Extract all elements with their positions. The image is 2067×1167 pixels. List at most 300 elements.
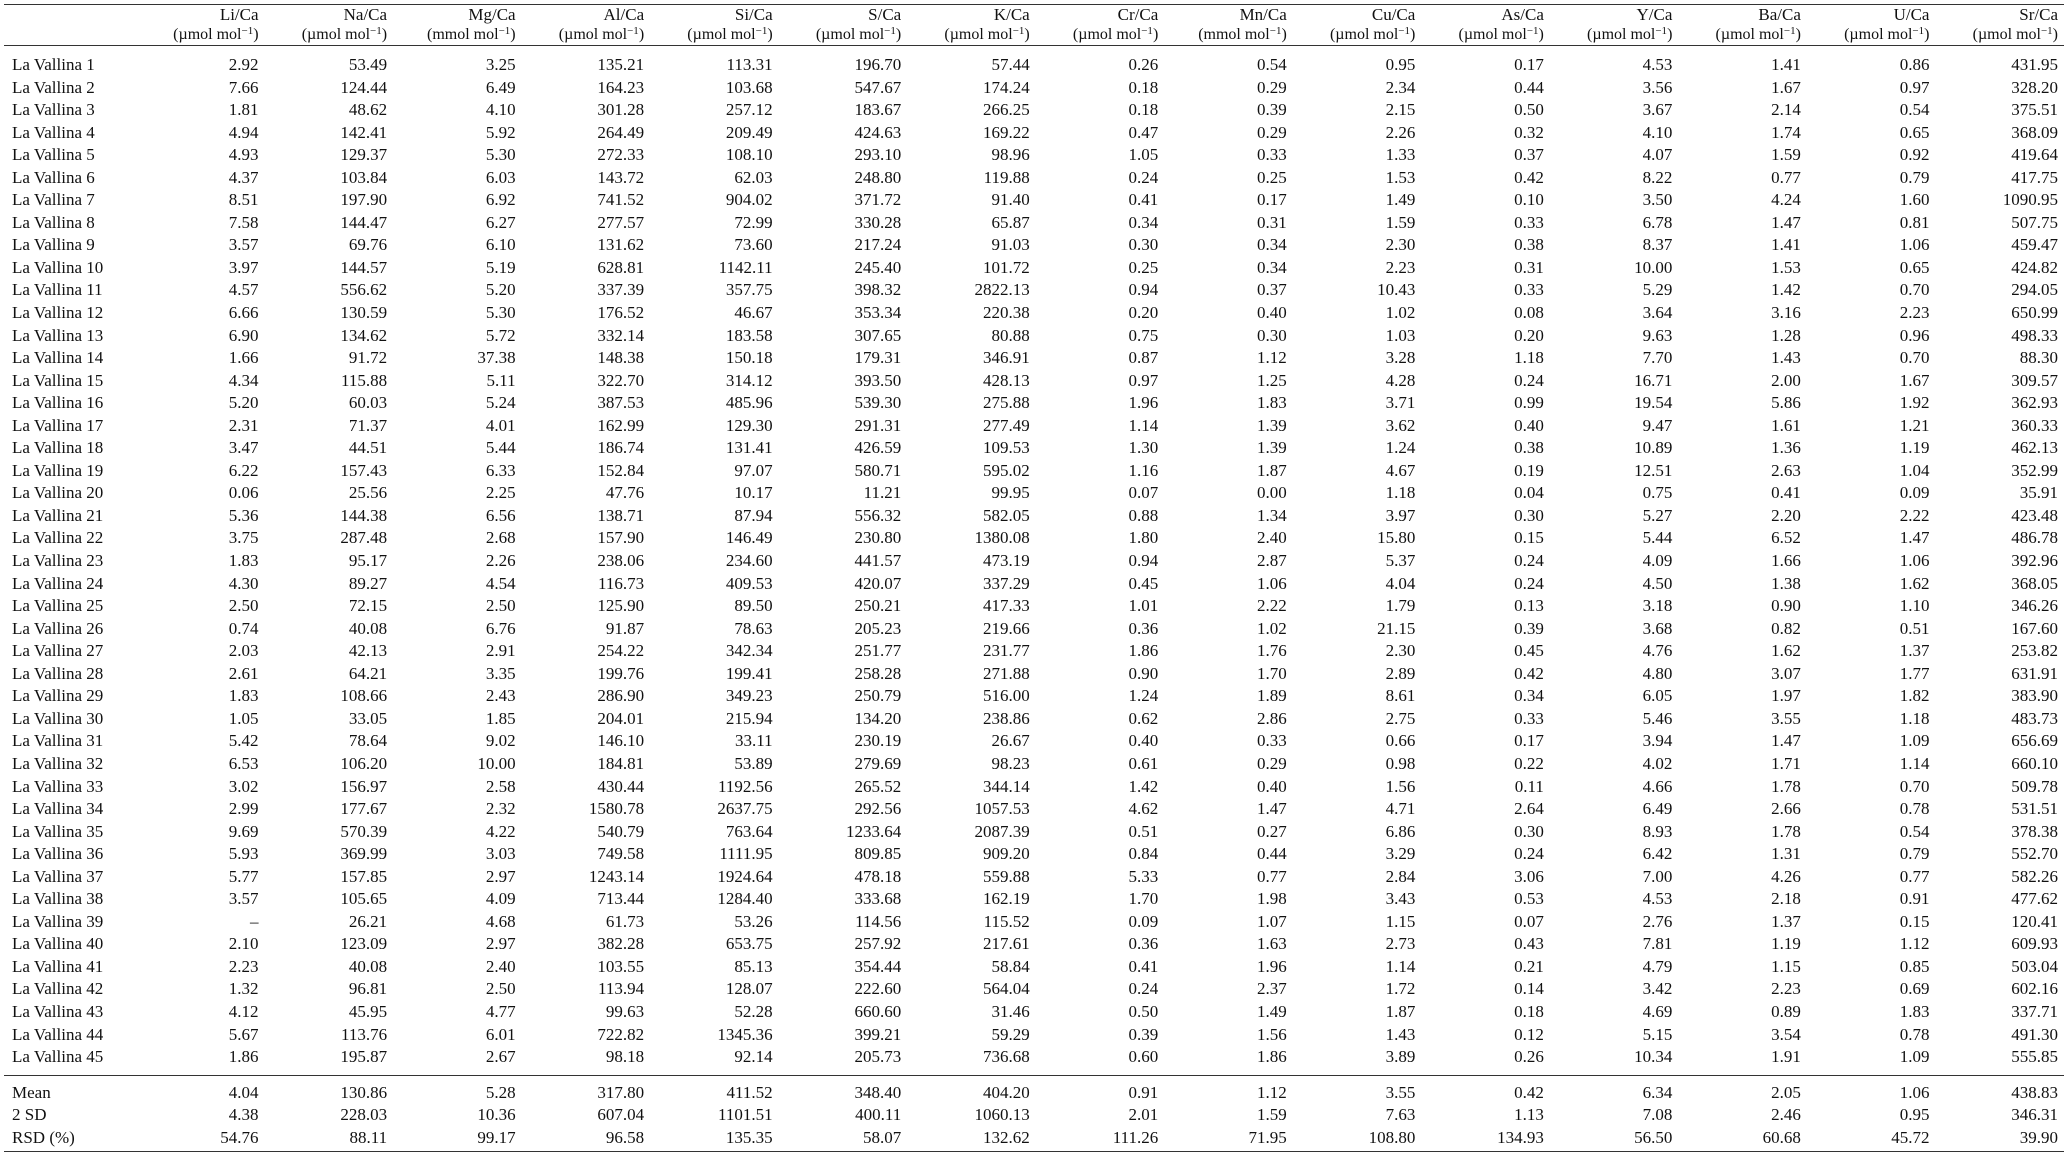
unit-exponent: −1 — [1526, 25, 1539, 37]
table-row — [4, 663, 2064, 686]
table-cell: 322.70 — [597, 370, 645, 390]
table-cell: 404.20 — [907, 1075, 1036, 1104]
table-cell: 1.91 — [1771, 1047, 1801, 1067]
table-cell: 0.94 — [1128, 551, 1159, 571]
table-cell: 39.90 — [1935, 1127, 2064, 1152]
table-cell: 174.24 — [982, 77, 1030, 97]
table-header — [4, 5, 2064, 46]
table-cell: 1.10 — [1899, 596, 1930, 616]
table-cell: 420.07 — [854, 573, 902, 593]
table-cell: 40.08 — [348, 956, 388, 976]
table-cell: 58.07 — [779, 1127, 908, 1152]
table-cell: 631.91 — [2011, 663, 2058, 683]
table-cell: 89.50 — [734, 596, 773, 616]
table-cell: 91.03 — [991, 235, 1030, 255]
table-cell: 342.34 — [725, 641, 773, 661]
table-cell: 10.00 — [1634, 257, 1673, 277]
table-cell: 5.44 — [1642, 528, 1673, 548]
row-label: La Vallina 12 — [12, 303, 104, 323]
table-cell: 6.03 — [485, 167, 516, 187]
table-row — [4, 122, 2064, 145]
table-cell: 2.30 — [1385, 641, 1416, 661]
table-cell: 5.72 — [485, 325, 516, 345]
table-cell: 220.38 — [982, 303, 1030, 323]
table-cell: 6.86 — [1385, 821, 1416, 841]
table-cell: 4.71 — [1385, 799, 1416, 819]
table-cell: 3.56 — [1642, 77, 1673, 97]
row-label: La Vallina 4 — [12, 122, 95, 142]
table-cell: 1.33 — [1385, 145, 1416, 165]
table-cell: 6.34 — [1550, 1075, 1679, 1104]
table-cell: 106.20 — [340, 753, 388, 773]
table-cell: 15.80 — [1377, 528, 1416, 548]
table-cell: 54.76 — [136, 1127, 265, 1152]
column-header-element: Sr/Ca — [2019, 5, 2058, 24]
unit-exponent: −1 — [1783, 25, 1796, 37]
table-cell: 135.21 — [597, 55, 645, 74]
row-label: La Vallina 30 — [12, 708, 104, 728]
table-row — [4, 978, 2064, 1001]
table-cell: 1060.13 — [974, 1105, 1030, 1125]
table-cell: 10.17 — [734, 483, 773, 503]
table-cell: 547.67 — [854, 77, 902, 97]
table-cell: 123.09 — [340, 934, 388, 954]
table-row — [4, 234, 2064, 257]
unit-close: ) — [895, 26, 902, 43]
table-cell: 12.51 — [1634, 460, 1673, 480]
table-cell: 103.68 — [725, 77, 773, 97]
table-cell: 0.14 — [1514, 979, 1544, 999]
table-cell: 736.68 — [982, 1047, 1030, 1067]
table-cell: 1.89 — [1257, 686, 1287, 706]
table-cell: 0.84 — [1128, 844, 1159, 864]
table-cell: 0.25 — [1128, 257, 1159, 277]
unit-close: ) — [1795, 26, 1801, 43]
table-cell: 37.38 — [477, 348, 516, 368]
table-cell: 144.57 — [340, 257, 388, 277]
table-cell: 253.82 — [2011, 641, 2058, 661]
table-cell: 650.99 — [2011, 303, 2058, 323]
table-cell: 722.82 — [597, 1024, 645, 1044]
unit-close: ) — [767, 26, 773, 43]
table-cell: 120.41 — [2011, 911, 2058, 931]
table-cell: 177.67 — [340, 799, 388, 819]
table-cell: 291.31 — [854, 415, 902, 435]
table-cell: 1380.08 — [974, 528, 1030, 548]
table-cell: 1.47 — [1257, 799, 1287, 819]
data-table-container — [4, 4, 2064, 1152]
table-cell: 0.37 — [1514, 145, 1544, 165]
unit-exponent: −1 — [1141, 25, 1153, 37]
table-row — [4, 189, 2064, 212]
table-cell: 368.05 — [2011, 573, 2058, 593]
table-cell: 164.23 — [597, 77, 645, 97]
table-cell: 3.43 — [1385, 889, 1416, 909]
row-label: La Vallina 16 — [12, 393, 104, 413]
table-cell: 4.50 — [1642, 573, 1673, 593]
table-cell: 1.18 — [1514, 348, 1544, 368]
table-cell: 0.08 — [1514, 303, 1544, 323]
table-cell: 53.26 — [734, 911, 773, 931]
table-cell: 143.72 — [597, 167, 645, 187]
table-cell: 409.53 — [725, 573, 773, 593]
table-cell: 6.05 — [1642, 686, 1673, 706]
row-label: La Vallina 41 — [12, 956, 104, 976]
table-cell: 0.43 — [1514, 934, 1544, 954]
table-cell: 0.65 — [1899, 257, 1930, 277]
table-cell: 3.55 — [1293, 1075, 1422, 1104]
table-cell: 6.42 — [1642, 844, 1673, 864]
table-cell: 317.80 — [522, 1075, 651, 1104]
table-cell: 1.31 — [1771, 844, 1801, 864]
table-cell: 109.53 — [982, 438, 1030, 458]
row-label: La Vallina 17 — [12, 415, 104, 435]
table-cell: 132.62 — [907, 1127, 1036, 1152]
table-cell: 0.09 — [1899, 483, 1930, 503]
row-label: La Vallina 7 — [12, 190, 95, 210]
unit-close: ) — [381, 26, 388, 43]
table-cell: 556.32 — [854, 505, 902, 525]
table-cell: 0.34 — [1257, 257, 1287, 277]
table-cell: 5.15 — [1642, 1024, 1673, 1044]
table-cell: 0.33 — [1514, 280, 1544, 300]
table-row — [4, 843, 2064, 866]
unit-text: (µmol mol — [1715, 26, 1784, 43]
row-label: La Vallina 44 — [12, 1024, 104, 1044]
table-cell: 337.29 — [982, 573, 1030, 593]
table-cell: 1.63 — [1257, 934, 1287, 954]
table-cell: 1.56 — [1385, 776, 1416, 796]
table-cell: 2.25 — [485, 483, 516, 503]
table-cell: 2.50 — [228, 596, 259, 616]
table-cell: 1.14 — [1899, 753, 1930, 773]
table-cell: 1057.53 — [974, 799, 1030, 819]
table-cell: 4.94 — [228, 122, 259, 142]
unit-text: (mmol mol — [1198, 26, 1270, 43]
table-cell: 3.07 — [1771, 663, 1801, 683]
table-cell: 3.71 — [1385, 393, 1416, 413]
table-cell: 4.69 — [1642, 1001, 1673, 1021]
table-cell: 0.20 — [1514, 325, 1544, 345]
table-cell: 0.97 — [1128, 370, 1159, 390]
table-cell: 462.13 — [2011, 438, 2058, 458]
table-row — [4, 460, 2064, 483]
column-header-unit — [650, 25, 779, 46]
table-cell: 0.85 — [1899, 956, 1930, 976]
table-cell: 144.47 — [340, 212, 388, 232]
table-cell: 134.93 — [1421, 1127, 1550, 1152]
table-cell: 45.95 — [348, 1001, 388, 1021]
table-cell: 301.28 — [597, 100, 645, 120]
table-cell: 6.53 — [228, 753, 259, 773]
table-cell: 1.21 — [1899, 415, 1930, 435]
table-cell: 275.88 — [982, 393, 1030, 413]
table-cell: 95.17 — [348, 551, 388, 571]
table-cell: 60.68 — [1678, 1127, 1807, 1152]
table-cell: 0.54 — [1899, 100, 1930, 120]
table-cell: 0.30 — [1257, 325, 1287, 345]
row-label: La Vallina 15 — [12, 370, 104, 390]
table-cell: 6.66 — [228, 303, 259, 323]
column-header-element: Cu/Ca — [1371, 5, 1416, 24]
table-cell: 1.80 — [1128, 528, 1159, 548]
table-cell: 1.05 — [1128, 145, 1159, 165]
unit-text: (µmol mol — [173, 26, 242, 43]
column-header-unit — [1164, 25, 1293, 46]
table-cell: 1.15 — [1771, 956, 1801, 976]
table-cell: 7.58 — [228, 212, 259, 232]
table-cell: 1.34 — [1257, 505, 1287, 525]
table-cell: 4.57 — [228, 280, 259, 300]
table-cell: 0.09 — [1128, 911, 1159, 931]
table-cell: 72.99 — [734, 212, 773, 232]
row-label: La Vallina 38 — [12, 889, 104, 909]
table-cell: 215.94 — [725, 708, 773, 728]
table-cell: 0.91 — [1899, 889, 1930, 909]
table-cell: 3.06 — [1514, 866, 1544, 886]
row-label: La Vallina 1 — [12, 55, 95, 74]
table-cell: 3.89 — [1385, 1047, 1416, 1067]
table-row — [4, 505, 2064, 528]
table-cell: 1.70 — [1128, 889, 1159, 909]
table-cell: 124.44 — [340, 77, 388, 97]
column-header-unit — [1550, 25, 1679, 46]
table-cell: 71.37 — [348, 415, 388, 435]
table-cell: 1.47 — [1771, 731, 1801, 751]
column-header-element: S/Ca — [868, 5, 902, 24]
table-cell: 393.50 — [854, 370, 902, 390]
table-cell: 486.78 — [2011, 528, 2058, 548]
table-cell: 503.04 — [2011, 956, 2058, 976]
table-cell: 52.28 — [734, 1001, 773, 1021]
table-cell: 1.06 — [1899, 235, 1930, 255]
table-cell: 1.85 — [485, 708, 516, 728]
table-cell: 0.79 — [1899, 167, 1930, 187]
table-cell: 60.03 — [348, 393, 388, 413]
table-cell: 8.61 — [1385, 686, 1416, 706]
table-row — [4, 46, 2064, 77]
table-row — [4, 370, 2064, 393]
table-cell: 1580.78 — [588, 799, 645, 819]
table-cell: 2.50 — [485, 596, 516, 616]
table-cell: 44.51 — [348, 438, 388, 458]
table-cell: 46.67 — [734, 303, 773, 323]
table-cell: 2.75 — [1385, 708, 1416, 728]
table-cell: 0.32 — [1514, 122, 1544, 142]
column-header-element: K/Ca — [993, 5, 1030, 24]
table-row — [4, 933, 2064, 956]
table-cell: 1.41 — [1771, 55, 1801, 74]
table-cell: 0.24 — [1128, 979, 1159, 999]
table-cell: 0.18 — [1128, 100, 1159, 120]
table-cell: 582.26 — [2011, 866, 2058, 886]
table-cell: 516.00 — [982, 686, 1030, 706]
table-cell: 108.80 — [1293, 1127, 1422, 1152]
table-cell: 5.24 — [485, 393, 516, 413]
table-cell: 478.18 — [854, 866, 902, 886]
table-cell: 0.96 — [1899, 325, 1930, 345]
table-cell: 1.24 — [1128, 686, 1159, 706]
table-cell: 1.30 — [1128, 438, 1159, 458]
table-cell: 4.24 — [1771, 190, 1801, 210]
row-label: La Vallina 23 — [12, 551, 104, 571]
unit-exponent: −1 — [1269, 25, 1282, 37]
table-cell: 1.81 — [228, 100, 259, 120]
row-label: La Vallina 10 — [12, 257, 104, 277]
row-label: La Vallina 22 — [12, 528, 104, 548]
table-cell: 0.41 — [1128, 956, 1159, 976]
table-cell: 184.81 — [597, 753, 645, 773]
table-cell: 369.99 — [340, 844, 388, 864]
table-cell: 0.10 — [1514, 190, 1544, 210]
table-cell: 157.85 — [340, 866, 388, 886]
table-cell: 0.50 — [1128, 1001, 1159, 1021]
table-cell: 2.46 — [1771, 1105, 1801, 1125]
table-cell: 417.75 — [2011, 167, 2058, 187]
table-cell: 1.83 — [228, 686, 259, 706]
table-cell: 0.91 — [1036, 1075, 1165, 1104]
table-cell: 3.75 — [228, 528, 259, 548]
table-cell: 4.80 — [1642, 663, 1673, 683]
table-cell: 1.12 — [1257, 348, 1287, 368]
table-cell: 45.72 — [1807, 1127, 1936, 1152]
table-cell: 7.70 — [1642, 348, 1673, 368]
table-cell: 234.60 — [725, 551, 773, 571]
table-cell: 332.14 — [597, 325, 645, 345]
table-cell: 179.31 — [854, 348, 902, 368]
table-cell: 130.86 — [265, 1075, 394, 1104]
row-label: La Vallina 34 — [12, 799, 104, 819]
table-cell: 150.18 — [725, 348, 773, 368]
column-header-element: Mn/Ca — [1239, 5, 1287, 24]
table-cell: 314.12 — [725, 370, 773, 390]
table-cell: 424.82 — [2011, 257, 2058, 277]
table-cell: 0.19 — [1514, 460, 1544, 480]
unit-close: ) — [2052, 26, 2058, 43]
table-cell: 1.28 — [1771, 325, 1801, 345]
unit-close: ) — [1410, 26, 1416, 43]
table-cell: 2.97 — [485, 934, 516, 954]
table-cell: 0.42 — [1514, 167, 1544, 187]
table-cell: 1.05 — [228, 708, 259, 728]
table-cell: 5.33 — [1128, 866, 1159, 886]
table-cell: 0.29 — [1257, 122, 1287, 142]
table-cell: 556.62 — [340, 280, 388, 300]
table-cell: 183.67 — [854, 100, 902, 120]
table-row — [4, 302, 2064, 325]
table-cell: 0.69 — [1899, 979, 1930, 999]
table-cell: 1.36 — [1771, 438, 1801, 458]
table-cell: 4.12 — [228, 1001, 259, 1021]
table-cell: 3.55 — [1771, 708, 1801, 728]
table-cell: 238.86 — [982, 708, 1030, 728]
table-cell: 254.22 — [597, 641, 645, 661]
table-cell: 498.33 — [2011, 325, 2058, 345]
table-cell: 2.43 — [485, 686, 516, 706]
table-cell: 3.97 — [228, 257, 259, 277]
table-cell: 8.22 — [1642, 167, 1673, 187]
unit-text: (µmol mol — [815, 26, 885, 43]
table-cell: 4.38 — [228, 1105, 259, 1125]
table-cell: 119.88 — [983, 167, 1030, 187]
table-cell: 5.20 — [485, 280, 516, 300]
table-cell: 2.14 — [1771, 100, 1801, 120]
table-cell: 5.30 — [485, 303, 516, 323]
table-cell: 1.16 — [1128, 460, 1159, 480]
table-cell: 125.90 — [597, 596, 645, 616]
table-cell: 477.62 — [2011, 889, 2058, 909]
table-cell: 78.63 — [734, 618, 773, 638]
table-cell: 1.97 — [1771, 686, 1801, 706]
table-cell: 0.27 — [1257, 821, 1287, 841]
table-cell: 10.43 — [1377, 280, 1416, 300]
table-cell: 4.79 — [1642, 956, 1673, 976]
unit-exponent: −1 — [498, 25, 511, 37]
table-cell: 354.44 — [854, 956, 902, 976]
table-cell: 56.50 — [1550, 1127, 1679, 1152]
table-cell: 258.28 — [854, 663, 902, 683]
table-cell: 1.19 — [1771, 934, 1801, 954]
table-cell: 1.14 — [1385, 956, 1416, 976]
unit-exponent: −1 — [1655, 25, 1668, 37]
table-row — [4, 1024, 2064, 1047]
table-cell: 1.76 — [1257, 641, 1287, 661]
table-row — [4, 685, 2064, 708]
table-cell: 53.89 — [734, 753, 773, 773]
table-cell: 69.76 — [348, 235, 388, 255]
row-label: La Vallina 13 — [12, 325, 104, 345]
table-cell: 660.60 — [854, 1001, 902, 1021]
table-cell: 368.09 — [2011, 122, 2058, 142]
table-cell: 3.94 — [1642, 731, 1673, 751]
table-cell: 128.07 — [725, 979, 773, 999]
table-cell: 99.95 — [991, 483, 1030, 503]
table-cell: 559.88 — [982, 866, 1030, 886]
table-cell: 1.14 — [1128, 415, 1159, 435]
table-cell: 459.47 — [2011, 235, 2058, 255]
table-cell: 0.79 — [1899, 844, 1930, 864]
table-cell: 0.78 — [1899, 1024, 1930, 1044]
table-cell: 0.24 — [1514, 573, 1544, 593]
table-cell: 0.33 — [1257, 731, 1287, 751]
table-cell: 1.56 — [1257, 1024, 1287, 1044]
table-cell: 99.17 — [393, 1127, 522, 1152]
table-cell: 1.87 — [1257, 460, 1287, 480]
table-cell: 1.72 — [1385, 979, 1416, 999]
table-cell: 0.41 — [1128, 190, 1159, 210]
table-cell: 0.33 — [1257, 145, 1287, 165]
row-label: La Vallina 28 — [12, 663, 104, 683]
table-cell: 0.07 — [1514, 911, 1544, 931]
table-cell: 0.66 — [1385, 731, 1416, 751]
table-cell: 4.09 — [485, 889, 516, 909]
table-cell: 195.87 — [340, 1047, 388, 1067]
table-cell: 0.24 — [1514, 551, 1544, 571]
table-cell: 1.66 — [1771, 551, 1801, 571]
table-cell: 1192.56 — [718, 776, 773, 796]
table-cell: 0.37 — [1257, 280, 1287, 300]
table-cell: 0.61 — [1128, 753, 1159, 773]
table-cell: 91.87 — [605, 618, 645, 638]
table-cell: 609.93 — [2011, 934, 2058, 954]
table-cell: 4.66 — [1642, 776, 1673, 796]
sample-rows — [4, 46, 2064, 1076]
table-cell: 287.48 — [340, 528, 388, 548]
unit-close: ) — [1281, 26, 1287, 43]
table-row — [4, 99, 2064, 122]
table-cell: 6.49 — [485, 77, 516, 97]
table-cell: 4.04 — [136, 1075, 265, 1104]
